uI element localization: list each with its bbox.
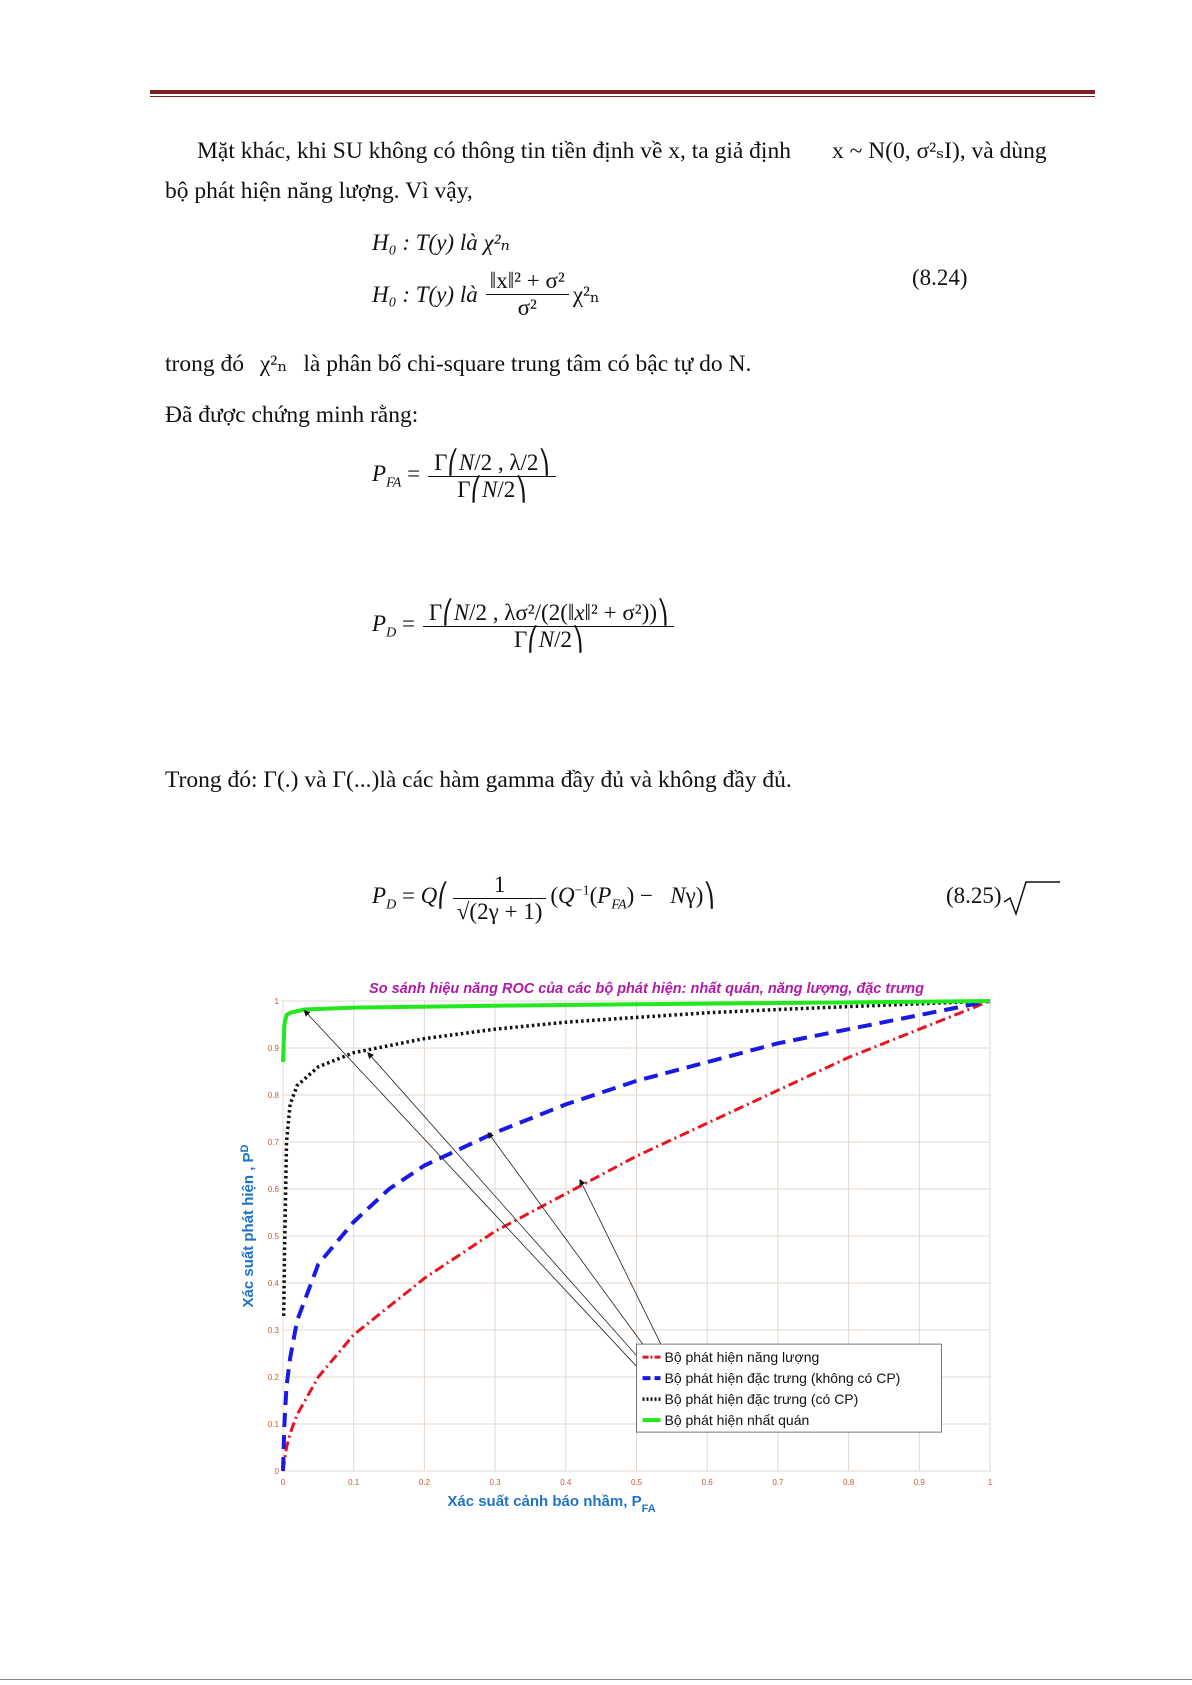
legend [637,1344,942,1432]
y-tick-label: 0.1 [267,1420,279,1429]
y-tick-label: 0.8 [267,1091,279,1100]
eq824-line2: H₀ : T(y) là $\frac{\text{‖x‖² + σ²}}{\text{σ²}}$ χ²ₙ [372,268,600,320]
pfa-formula: $P_{FA}$ = $\frac{\Gamma⎛N/2 , \lambda/2⎞}{\Gamma⎛N/2⎞}$ [372,450,556,503]
y-axis-label: Xác suất phát hiện , $P^D$ [239,1144,257,1308]
y-tick-label: 0.2 [267,1373,279,1382]
roc-chart [230,975,1000,1530]
para2: trong đó χ²ₙ là phân bố chi-square trung tâm có bậc tự do N. [165,351,752,377]
y-tick-label: 0 [274,1467,279,1476]
x-tick-label: 0.5 [630,1478,643,1487]
eq825-number: (8.25) [946,883,1002,908]
x-tick-label: 0.3 [489,1478,501,1487]
y-axis-label-sub: D [239,1144,251,1153]
y-tick-label: 0.7 [267,1138,279,1147]
x-tick-label: 1 [987,1478,993,1487]
header-rule-thin [150,96,1095,97]
y-tick-label: 1 [274,997,279,1006]
eq824-fraction: $\frac{\text{‖x‖² + σ²}}{\text{σ²}}$ [486,268,569,321]
x-tick-label: 0.7 [772,1478,784,1487]
pd-fraction: $\frac{\text{Γ⎛N/2 , λσ²/(2(‖x‖² + σ²))⎞}}{\Gamma⎛N/2⎞}$ [423,600,675,653]
para1-line1: Mặt khác, khi SU không có thông tin tiền định về x, ta giả định [197,138,791,164]
y-tick-label: 0.6 [267,1185,279,1194]
page-bottom-rule [0,1679,1192,1680]
x-axis-label: Xác suất cảnh báo nhầm, $P_{FA}$ [447,1493,656,1515]
y-tick-label: 0.4 [267,1279,279,1288]
x-tick-label: 0.4 [560,1478,572,1487]
para1-math: x ~ N(0, σ²ₛI), và dùng [832,138,1047,164]
legend-label: Bộ phát hiện năng lượng [664,1349,820,1366]
pfa-fraction: $\frac{\Gamma⎛N/2 , \lambda/2⎞}{\Gamma⎛N/2⎞}$ [428,450,556,503]
x-tick-label: 0.9 [913,1478,925,1487]
eq824-number: (8.24) [912,265,968,290]
x-tick-label: 0.2 [418,1478,430,1487]
y-tick-label: 0.5 [267,1232,279,1241]
x-axis-label-sub: FA [641,1503,656,1515]
legend-label: Bộ phát hiện nhất quán [664,1412,810,1429]
para1-line2: bộ phát hiện năng lượng. Vì vậy, [165,178,473,204]
y-tick-label: 0.9 [267,1044,279,1053]
sqrt-symbol [1002,878,1062,918]
x-tick-label: 0.1 [348,1478,360,1487]
eq824-line1: H₀ : T(y) là χ²ₙ [372,230,510,255]
legend-label: Bộ phát hiện đặc trưng (không có CP) [664,1370,901,1387]
para3: Đã được chứng minh rằng: [165,402,419,428]
pd-formula: $P_D$ = $\frac{\text{Γ⎛N/2 , λσ²/(2(‖x‖² + σ²))⎞}}{\Gamma⎛N/2⎞}$ [372,600,674,653]
legend-label: Bộ phát hiện đặc trưng (có CP) [664,1391,859,1408]
chart-title: So sánh hiệu năng ROC của các bộ phát hiện: nhất quán, năng lượng, đặc trưng [369,981,924,997]
header-rule [150,90,1095,94]
eq825: $P_D$ = Q⎛ $\frac{1}{√(2\gamma + 1)}$ ($Q^{-1}(P_{FA})$ − Nγ)⎞ [372,872,715,924]
y-tick-label: 0.3 [267,1326,279,1335]
x-tick-label: 0.6 [701,1478,713,1487]
para4: Trong đó: Γ(.) và Γ(...)là các hàm gamma đầy đủ và không đầy đủ. [165,767,792,793]
x-tick-label: 0.8 [843,1478,855,1487]
x-tick-label: 0 [280,1478,286,1487]
